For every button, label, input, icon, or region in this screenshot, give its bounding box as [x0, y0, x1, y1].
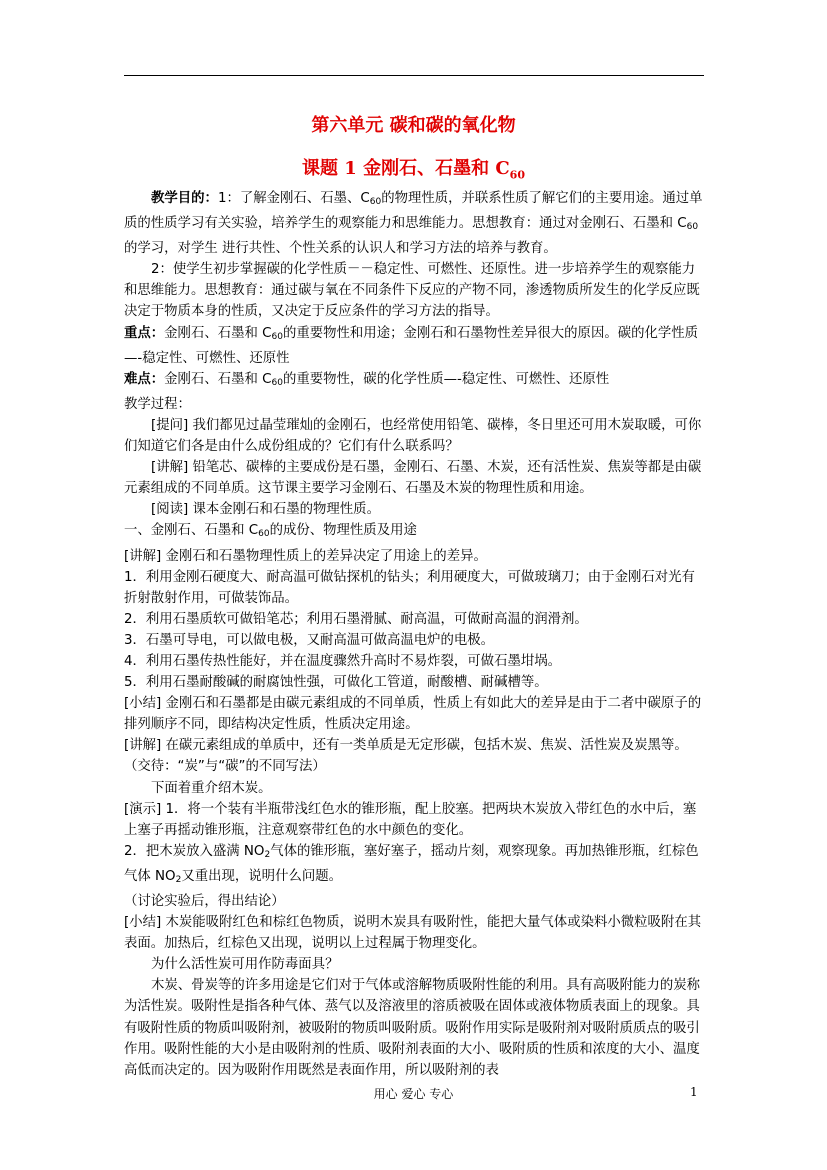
key-points-label: 重点： [124, 325, 165, 341]
page-number: 1 [690, 1085, 698, 1099]
subscript: 2 [264, 849, 271, 860]
text-run: 又重出现，说明什么问题。 [181, 868, 343, 884]
list-item-4: 4．利用石墨传热性能好，并在温度骤然升高时不易炸裂，可做石墨坩埚。 [124, 653, 562, 669]
subscript: 60 [686, 222, 699, 233]
text-run: 金刚石、石墨和 C [164, 371, 272, 387]
difficulties-label: 难点： [124, 371, 165, 387]
footer-motto: 用心 爱心 专心 [373, 1087, 454, 1101]
objectives-paragraph-2: 2：使学生初步掌握碳的化学性质－－稳定性、可燃性、还原性。进一步培养学生的观察能力和思维能力。思想教育：通过碳与氧在不同条件下反应的产物不同，渗透物质所发生的化学反应既决定于物质本身的性质，又决定于反应条件的学习方法的指导。 [124, 262, 700, 320]
adsorption-paragraph: 木炭、骨炭等的许多用途是它们对于气体或溶解物质吸附性能的利用。具有高吸附能力的炭称为活性炭。吸附性是指各种气体、蒸气以及溶液里的溶质被吸在固体或液体物质表面上的现象。具有吸附性质的物质叫吸附剂，被吸附的物质叫吸附质。吸附作用实际是吸附剂对吸附质质点的吸引作用。吸附性能的大小是由吸附剂的性质、吸附剂表面的大小、吸附质的性质和浓度的大小、温度高低而决定的。因为吸附作用既然是表面作用，所以吸附剂的表 [124, 978, 701, 1078]
unit-title: 第六单元 碳和碳的氧化物 [311, 115, 516, 136]
subscript: 60 [271, 331, 283, 342]
subscript: 60 [258, 529, 270, 540]
lesson-title-main: 课题 1 金刚石、石墨和 C [302, 158, 510, 179]
subscript: 60 [369, 197, 382, 207]
list-item-1: 1．利用金刚石硬度大、耐高温可做钻探机的钻头；利用硬度大，可做玻璃刀；由于金刚石对光有折射散射作用，可做装饰品。 [124, 569, 695, 606]
document-body [124, 188, 704, 1081]
header-rule [124, 75, 704, 76]
question-activated-carbon: 为什么活性炭可用作防毒面具？ [151, 957, 339, 973]
difficulties-paragraph [124, 369, 704, 394]
summary-paragraph-1: [小结] 金刚石和石墨都是由碳元素组成的不同单质，性质上有如此大的差异是由于二者中碳原子的排列顺序不同，即结构决定性质，性质决定用途。 [124, 696, 702, 733]
discussion-note: （讨论实验后，得出结论） [124, 894, 285, 909]
reading-paragraph: [阅读] 课本金刚石和石墨的物理性质。 [151, 502, 380, 518]
question-paragraph: [提问] 我们都见过晶莹璀灿的金刚石，也经常使用铅笔、碳棒，冬日里还可用木炭取暖，可你们知道它们各是由什么成份组成的？它们有什么联系吗？ [124, 417, 702, 455]
text-run: 2．把木炭放入盛满 NO [124, 843, 265, 859]
lesson-title-subscript: 60 [509, 168, 525, 182]
objectives-paragraph-1 [124, 188, 704, 259]
intro-charcoal: 下面着重介绍木炭。 [151, 780, 272, 796]
explain-paragraph-2: [讲解] 金刚石和石墨物理性质上的差异决定了用途上的差异。 [124, 548, 487, 564]
explain-paragraph-1: [讲解] 铅笔芯、碳棒的主要成份是石墨，金刚石、石墨、木炭，还有活性炭、焦炭等都是由碳元素组成的不同单质。这节课主要学习金刚石、石墨及木炭的物理性质和用途。 [124, 460, 702, 497]
key-points-paragraph [124, 323, 704, 369]
text-run: 的物理性质，并联系性质了解它们的主要用途。通过单质的性质学习有关实验，培养学生的观察能力和思维能力。思想教育：通过对金刚石、石墨和 C [124, 191, 703, 232]
subscript: 2 [175, 874, 182, 885]
list-item-3: 3．石墨可导电，可以做电极，又耐高温可做高温电炉的电极。 [124, 632, 495, 648]
text-run: 的成份、物理性质及用途 [269, 523, 417, 539]
list-item-5: 5．利用石墨耐酸碱的耐腐蚀性强，可做化工管道，耐酸槽、耐碱槽等。 [124, 675, 548, 691]
text-run: 一、金刚石、石墨和 C [124, 523, 259, 539]
text-run: 气体的锥形瓶，塞好塞子，摇动片刻，观察现象。再加热锥形瓶，红棕色气体 NO [124, 843, 699, 884]
text-run: 1：了解金刚石、石墨、C [217, 191, 370, 206]
lesson-title [0, 154, 827, 182]
explain-paragraph-3: [讲解] 在碳元素组成的单质中，还有一类单质是无定形碳，包括木炭、焦炭、活性炭及炭黑等。（交待：“炭”与“碳”的不同写法） [124, 738, 688, 775]
demo-paragraph-2 [124, 841, 704, 891]
demo-paragraph-1: [演示] 1．将一个装有半瓶带浅红色水的锥形瓶，配上胶塞。把两块木炭放入带红色的水中后，塞上塞子再摇动锥形瓶，注意观察带红色的水中颜色的变化。 [124, 801, 697, 838]
objectives-label: 教学目的： [151, 191, 218, 206]
process-heading: 教学过程： [124, 396, 191, 412]
text-run: 的学习，对学生 进行共性、个性关系的认识人和学习方法的培养与教育。 [124, 241, 557, 257]
text-run: 的重要物性和用途；金刚石和石墨物性差异很大的原因。碳的化学性质—-稳定性、可燃性、还原性 [124, 325, 699, 366]
text-run: 金刚石、石墨和 C [164, 325, 272, 341]
section-heading-1 [124, 520, 704, 545]
list-item-2: 2．利用石墨质软可做铅笔芯；利用石墨滑腻、耐高温，可做耐高温的润滑剂。 [124, 611, 588, 627]
subscript: 60 [271, 377, 283, 388]
text-run: 的重要物性，碳的化学性质—-稳定性、可燃性、还原性 [282, 371, 610, 387]
summary-paragraph-2: [小结] 木炭能吸附红色和棕红色物质，说明木炭具有吸附性，能把大量气体或染料小微粒吸附在其表面。加热后，红棕色又出现，说明以上过程属于物理变化。 [124, 915, 702, 952]
